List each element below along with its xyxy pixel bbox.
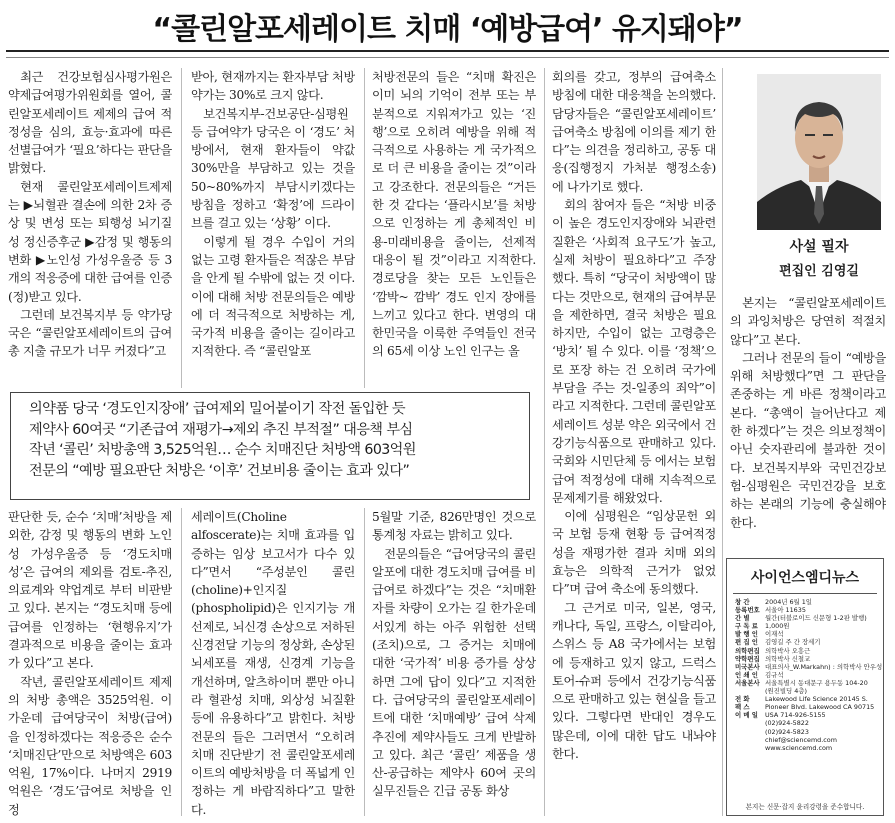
article-paragraph: 처방전문의 들은 “치매 확진은 이미 뇌의 기억이 전부 또는 부분적으로 지워져가고 있는 ‘진행’으로 오히려 예방을 위해 적극적으로 사용하는 게 국가적으로 더 큰 비용을 줄이는 것”이라고 강조한다. 전문의들은 “거든한 것 같다는 ‘플라시보’를 처방으로 인정하는 게 총체적인 비용-미래비용을 줄이는, 선제적 대응이 될 것”이라고 지적한다. 경로당을 찾는 모든 노인들은 ‘깜박~ 깜박’ 경도 인지 장애를 느끼고 있다고 한다. 변영의 대한민국을 이룩한 주역들인 전국의 65세 이상 노인 인구는 올	[372, 70, 536, 359]
article-paragraph: 세레이트(Choline alfoscerate)는 치매 효과를 입증하는 임상 보고서가 다수 있다”면서 “주성분인 콜린(choline)+인지질(phospholipid)은 인지기능 개선제로, 뇌신경 손상으로 저하된 신경전달 기능의 정상화, 손상된 뇌세포를 재생, 신경계 기능을 개선하며, 알츠하이머 뿐만 아니라 혈관성 치매, 외상성 뇌질환 등에 유용하다”고 밝힌다. 처방전문의 들은 그러면서 “오히려 치매 진단받기 전 콜린알포세레이트의 예방처방을 더 폭넓게 인정하는 게 바람직하다”고 말한다.	[191, 510, 355, 816]
column-divider	[181, 68, 182, 388]
masthead-row	[727, 679, 883, 687]
masthead-row-key	[735, 719, 765, 727]
masthead-row	[727, 744, 883, 752]
column-divider	[364, 68, 365, 388]
masthead-row-value: Pioneer Blvd. Lakewood CA 90715	[765, 703, 875, 712]
article-column-6	[8, 508, 172, 816]
masthead-row-value: 의학박사 신철교	[765, 654, 811, 663]
author-caption: 편집인 김영길	[779, 264, 859, 279]
masthead-row	[727, 638, 883, 646]
masthead-row-key	[735, 728, 765, 736]
masthead-row	[727, 671, 883, 679]
masthead-box	[726, 558, 884, 816]
subheadline-line: 작년 ‘콜린’ 처방총액 3,525억원… 순수 치매진단 처방액 603억원	[29, 442, 416, 458]
article-paragraph: 판단한 듯, 순수 ‘치매’처방을 제외한, 감정 및 행동의 변화 노인성 가성우울증 등 ‘경도치매성’은 급여의 제외를 검토-추진, 의료계와 약업계로 부터 비판받고 있다. 본지는 “경도치매 등에 급여를 인정하는 ‘현행유지’가 결과적으로 비용을 줄이는 효과가 있다”고 본다.	[8, 510, 172, 671]
masthead-row-value: (원진빌딩 4층)	[765, 687, 807, 696]
masthead-row-key: 간 별	[735, 614, 750, 623]
masthead-row	[727, 598, 883, 606]
masthead-row-value: 대표의사_W.Markahn) : 의학박사 안우성	[765, 662, 883, 671]
masthead-row	[727, 663, 883, 671]
masthead-row-key	[735, 687, 765, 695]
masthead-row-value: 1,000원	[765, 622, 790, 631]
article-paragraph: 5월말 기준, 826만명인 것으로 통계청 자료는 밝히고 있다.	[372, 510, 536, 543]
masthead-row	[727, 614, 883, 622]
masthead-row-key: 전 화	[735, 695, 750, 704]
masthead-row-value: Lakewood Life Science 20145 S.	[765, 695, 868, 704]
headline-rule	[6, 50, 889, 52]
masthead-row-value: (02)924-5823	[765, 727, 809, 736]
article-paragraph: 본지는 “콜린알포세레이트의 과잉처방은 당연히 적절치 않다”고 본다.	[730, 296, 886, 347]
article-paragraph: 전문의들은 “급여당국의 콜린알포에 대한 경도치매 급여를 비급여로 하겠다”는 것은 “치매환자를 차량이 오가는 길 한가운데 서있게 하는 아주 위험한 선택(조치)으로, 그 증거는 치매에 대한 ‘국가적’ 비용 증가를 상상하면 그에 답이 있다”고 지적한다. 급여당국의 콜린알포세레이트에 대한 ‘치매예방’ 급여 삭제 추진에 제약사들도 크게 반발하고 있다. 최근 ‘콜린’ 제품을 생산-공급하는 제약사 60여 곳의 실무진들은 긴급 공동 화상	[372, 546, 536, 799]
article-column-7	[191, 508, 355, 816]
masthead-row	[727, 606, 883, 614]
masthead-row-value: 서울아 11635	[765, 606, 806, 615]
article-column-5	[730, 294, 886, 554]
photo-caption: 사설 필자	[789, 239, 849, 255]
article-paragraph: 회의 참여자 들은 “처방 비중이 높은 경도인지장애와 뇌관련 질환은 ‘사회적 요구도’가 높고, 실제 처방이 필요하다”고 주장했다. 특히 “당국이 처방액이 많다는 것만으로, 현재의 급여부문을 제한하면, 결국 처방은 필요하지만, 수입이 없는 고령층은 ‘방치’ 될 수 있다. 이를 ‘정책’으로 포장 하는 건 오히려 국가에 부담을 주는 것-일종의 죄악”이라고 지적한다. 그런데 콜린알포세레이트 성분 약은 외국에서 건강기능식품으로 판매하고 있다. 국회와 시민단체 등 에서는 보험급여 적정성에 대해 지속적으로 문제제기를 해왔었다.	[552, 198, 716, 505]
masthead-row	[727, 695, 883, 703]
subheadline-line: 전문의 “예방 필요판단 처방은 ‘이후’ 건보비용 줄이는 효과 있다”	[29, 462, 410, 479]
subheadline-line: 의약품 당국 ‘경도인지장애’ 급여제외 밀어붙이기 작전 돌입한 듯	[29, 401, 405, 417]
masthead-row-key: 의학편집	[735, 646, 760, 655]
article-column-1	[8, 68, 172, 388]
column-divider	[544, 68, 545, 816]
masthead-row-key	[735, 744, 765, 752]
masthead-row-value: 의학박사 오흥근	[765, 646, 811, 655]
column-divider	[181, 508, 182, 816]
subheadline-box	[10, 392, 530, 500]
masthead-row-key: 팩 스	[735, 703, 750, 712]
masthead-row-value: (02)924-5822	[765, 719, 809, 728]
masthead-row-key: 구 독 료	[735, 622, 758, 631]
article-column-8	[372, 508, 536, 816]
masthead-row-value: 월간(터블로이드 신문형 1-2판 발행)	[765, 614, 867, 623]
article-paragraph: 회의를 갖고, 정부의 급여축소 방침에 대한 대응책을 논의했다. 담당자들은 “콜린알포세레이트’ 급여축소 방침에 이의를 제기 한다”는 의견을 정리하고, 공동 대응(집행정지 가처분 행정소송)에 나가기로 했다.	[552, 70, 716, 194]
article-paragraph: 그러나 전문의 들이 “예방을 위해 처방했다”면 그 판단을 존중하는 게 바른 정책이라고 본다. “총액이 늘어난다고 제한 하겠다”는 것은 의보정책이 아닌 숫자관리에 불과한 것이다. 보건복지부와 국민건강보험-심평원은 국민건강을 보호하는 본래의 기능에 충실해야 한다.	[730, 350, 886, 530]
subheadline-line: 제약사 60여곳 “기존급여 재평가→제외 추진 부적절” 대응책 부심	[29, 421, 413, 438]
masthead-row-key: 발 행 인	[735, 630, 758, 639]
masthead-row-value: 이재석	[765, 630, 784, 639]
headline-rule-thin	[6, 57, 889, 58]
masthead-row	[727, 655, 883, 663]
masthead-row	[727, 711, 883, 719]
masthead-row	[727, 728, 883, 736]
author-portrait-image	[757, 74, 881, 230]
masthead-row	[727, 719, 883, 727]
article-paragraph: 보건복지부-건보공단-심평원 등 급여약가 당국은 이 ‘경도’ 처방에서, 현재 환자들이 약값 30%만을 부담하고 있는 것을 50~80%까지 부담시키겠다는 방침을 정하고 ‘확정’에 드라이브를 걸고 있는 ‘상황’ 이다.	[191, 106, 355, 231]
article-paragraph: 그 근거로 미국, 일본, 영국, 캐나다, 독일, 프랑스, 이탈리아, 스위스 등 A8 국가에서는 보험에 등재하고 있지 않고, 드럭스토어-슈퍼 등에서 건강기능식품으로 판매하고 있는 현실을 들고 있다. 그렇다면 반대인 경우도 많은데, 이에 대한 답도 내놔야 한다.	[552, 600, 716, 761]
masthead-title: 사이언스엠디뉴스	[750, 570, 860, 586]
article-paragraph: 작년, 콜린알포세레이트 제제의 처방 총액은 3525억원. 이 가운데 급여당국이 처방(급여)을 인정하겠다는 적응증은 순수 ‘치매진단’만으로 처방액은 603억원, 17%이다. 나머지 2919억원은 ‘경도’급여로 처방을 인정	[8, 674, 172, 816]
article-column-4	[552, 68, 716, 816]
headline: “콜린알포세레이트 치매 ‘예방급여’ 유지돼야”	[152, 12, 743, 47]
masthead-row	[727, 736, 883, 744]
masthead-row-value: 김규석	[765, 670, 784, 679]
masthead-row-key: 편 집 인	[735, 638, 758, 647]
masthead-divider	[733, 593, 877, 594]
masthead-row-value: 김영길 주 간 장세기	[765, 638, 821, 647]
article-paragraph: 이에 심평원은 “임상문헌 외국 보험 등재 현황 등 급여적정성을 재평가한 결과 치매 외의 효능은 의학적 근거가 없었다”며 급여 축소에 동의했다.	[552, 509, 716, 597]
masthead-row-key: 미국본사	[735, 662, 760, 671]
masthead-row-value: 2004년 6월 1일	[765, 598, 812, 606]
masthead-row-value: USA 714-926-5155	[765, 711, 826, 720]
column-divider	[722, 68, 723, 816]
masthead-row-value: 서울특별시 동대문구 용두동 104-20	[765, 678, 868, 687]
masthead-row-key: 창 간	[735, 598, 750, 606]
masthead-row-key	[735, 736, 765, 744]
article-column-3	[372, 68, 536, 388]
article-column-2	[191, 68, 355, 388]
masthead-row-key: 인 쇄 인	[735, 670, 758, 679]
article-paragraph: 그런데 보건복지부 등 약가당국은 “콜린알포세레이트의 급여 총 지출 규모가 너무 커졌다”고	[8, 307, 172, 359]
masthead-row	[727, 687, 883, 695]
masthead-row-key: 약학편집	[735, 654, 760, 663]
article-paragraph: 현재 콜린알포세레이트제제는 ▶뇌혈관 결손에 의한 2차 증상 및 변성 또는 퇴행성 뇌기질성 정신증후군 ▶감정 및 행동의 변화 ▶노인성 가성우울증 등 3개의 적응증에 대한 급여를 인증(정)받고 있다.	[8, 179, 172, 304]
masthead-row-key: 이 메 일	[735, 711, 758, 720]
column-divider	[364, 508, 365, 816]
masthead-row-value: www.sciencemd.com	[765, 743, 833, 752]
article-paragraph: 최근 건강보험심사평가원은 약제급여평가위원회를 열어, 콜린알포세레이트 제제의 급여 적정성을 심의, 효능·효과에 따른 선별급여가 ‘필요’하다는 판단을 밝혔다.	[8, 70, 172, 176]
masthead-row-key: 등록번호	[735, 606, 760, 615]
masthead-footer: 본지는 신문·잡지 윤리강령을 준수합니다.	[745, 803, 865, 811]
masthead-row-value: chief@sciencemd.com	[765, 735, 837, 744]
masthead-row	[727, 647, 883, 655]
article-paragraph: 이렇게 될 경우 수입이 거의 없는 고령 환자들은 적잖은 부담을 안게 될 수밖에 없는 것 이다. 이에 대해 처방 전문의들은 예방에 더 적극적으로 처방하는 게, 국가적 비용을 줄이는 길이라고 지적한다. 즉 “콜린알포	[191, 234, 355, 359]
masthead-row-key: 서울본사	[735, 678, 760, 687]
author-photo	[757, 74, 881, 230]
masthead-rows	[727, 598, 883, 752]
article-paragraph: 받아, 현재까지는 환자부담 처방 약가는 30%로 크지 않다.	[191, 70, 355, 103]
